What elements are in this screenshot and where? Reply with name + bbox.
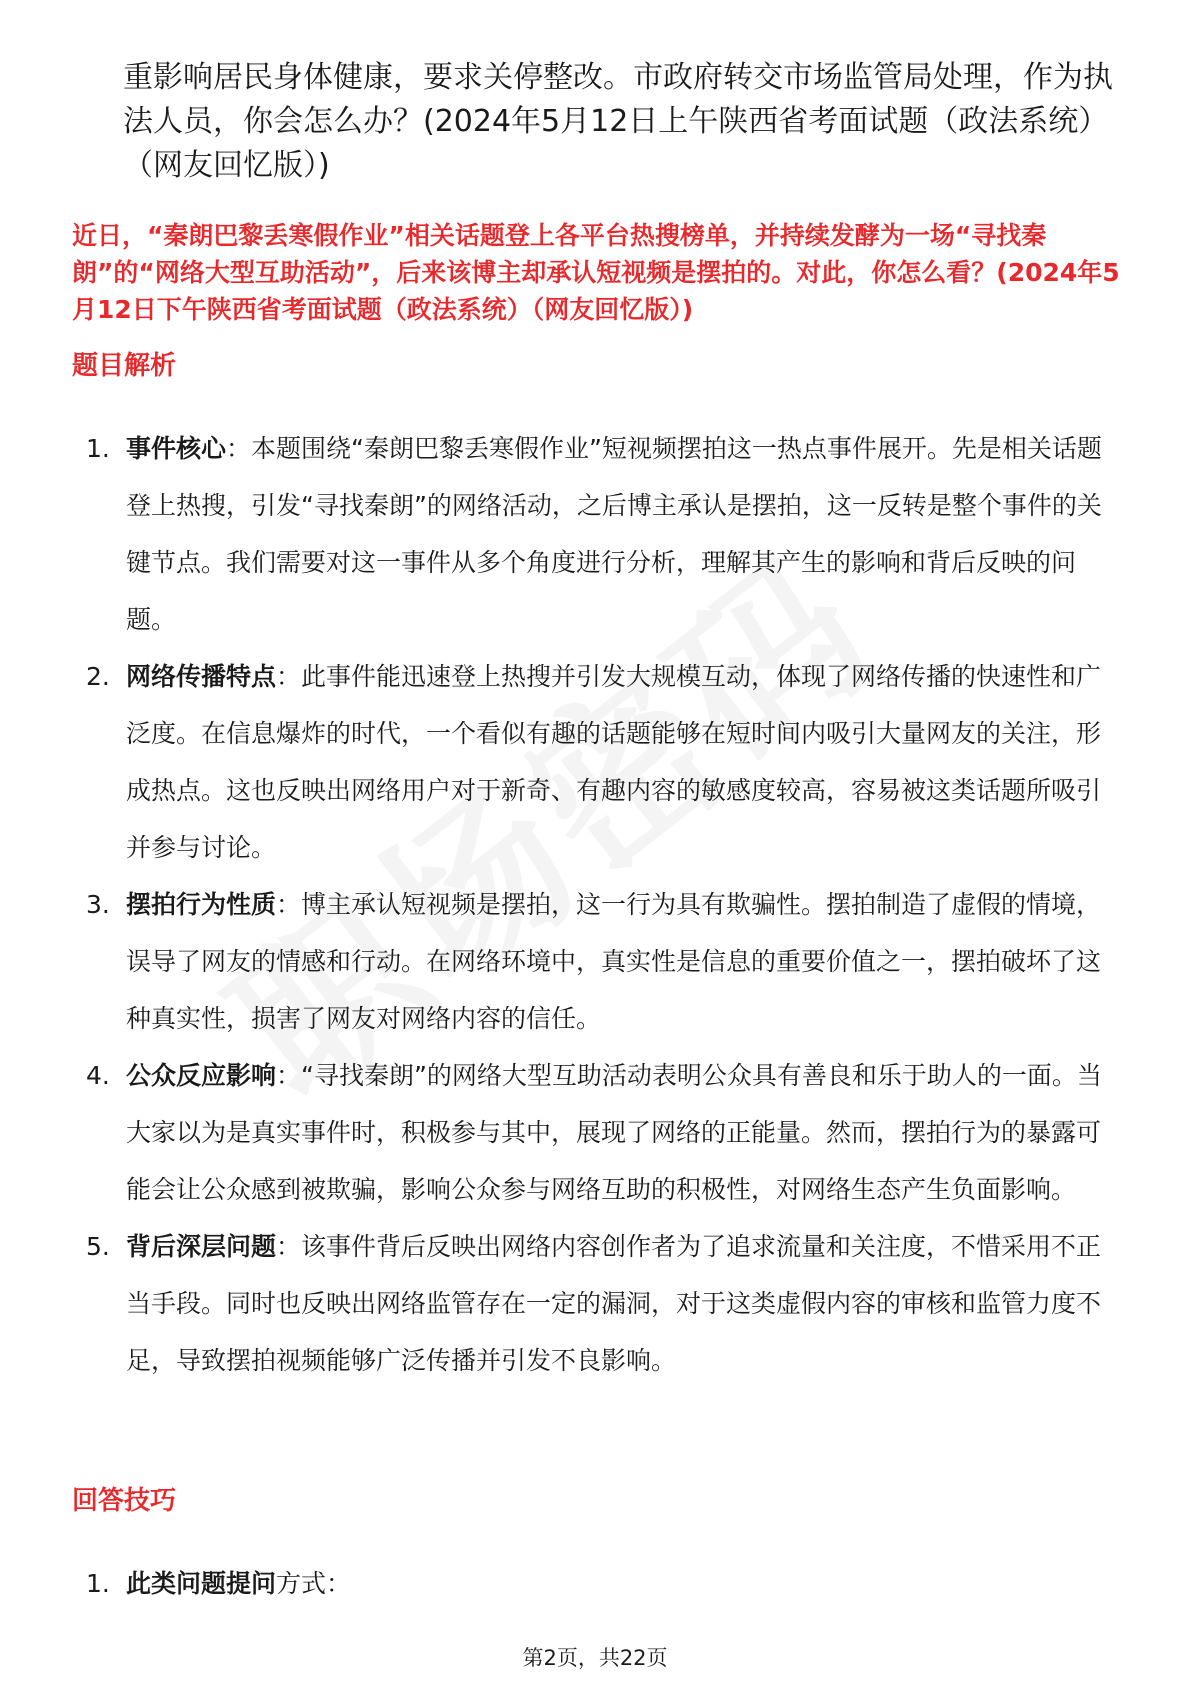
item-text: ：此事件能迅速登上热搜并引发大规模互动，体现了网络传播的快速性和广泛度。在信息爆炸的时代，一个看似有趣的话题能够在短时间内吸引大量网友的关注，形成热点。这也反映出网络用户对于新奇、有趣内容的敏感度较高，容易被这类话题所吸引并参与讨论。 — [126, 662, 1102, 862]
page-footer: 第2页，共22页 — [522, 1646, 668, 1670]
item-number: 4. — [86, 1061, 110, 1090]
item-text: ：本题围绕“秦朗巴黎丢寒假作业”短视频摆拍这一热点事件展开。先是相关话题登上热搜，引发“寻找秦朗”的网络活动，之后博主承认是摆拍，这一反转是整个事件的关键节点。我们需要对这一事件从多个角度进行分析，理解其产生的影响和背后反映的问题。 — [126, 434, 1102, 634]
item-term: 公众反应影响 — [126, 1061, 277, 1090]
list-item — [86, 1047, 1116, 1218]
item-number: 2. — [86, 662, 110, 691]
item-term: 此类问题提问 — [126, 1569, 277, 1598]
list-item — [86, 420, 1116, 648]
tips-heading: 回答技巧 — [72, 1486, 177, 1516]
list-item — [86, 876, 1116, 1047]
list-item — [86, 1218, 1116, 1389]
list-item — [86, 1555, 1116, 1612]
item-number: 1. — [86, 1569, 110, 1598]
question-text: 近日，“秦朗巴黎丢寒假作业”相关话题登上各平台热搜榜单，并持续发酵为一场“寻找秦朗”的“网络大型互助活动”，后来该博主却承认短视频是摆拍的。对此，你怎么看？(2024年5月12日下午陕西省考面试题（政法系统）（网友回忆版）) — [72, 221, 1120, 324]
item-text: ：博主承认短视频是摆拍，这一行为具有欺骗性。摆拍制造了虚假的情境，误导了网友的情感和行动。在网络环境中，真实性是信息的重要价值之一，摆拍破坏了这种真实性，损害了网友对网络内容的信任。 — [126, 890, 1102, 1033]
item-number: 3. — [86, 890, 110, 919]
analysis-heading: 题目解析 — [72, 351, 177, 381]
previous-question-text: 重影响居民身体健康，要求关停整改。市政府转交市场监管局处理，作为执法人员，你会怎么办？(2024年5月12日上午陕西省考面试题（政法系统）（网友回忆版）) — [123, 60, 1113, 183]
item-number: 1. — [86, 434, 110, 463]
item-term: 网络传播特点 — [126, 662, 277, 691]
analysis-list — [86, 420, 1116, 1389]
list-item — [86, 648, 1116, 876]
item-text: 方式： — [276, 1569, 352, 1598]
item-term: 事件核心 — [126, 434, 227, 463]
item-term: 背后深层问题 — [126, 1232, 277, 1261]
item-term: 摆拍行为性质 — [126, 890, 277, 919]
item-text: ：“寻找秦朗”的网络大型互助活动表明公众具有善良和乐于助人的一面。当大家以为是真实事件时，积极参与其中，展现了网络的正能量。然而，摆拍行为的暴露可能会让公众感到被欺骗，影响公众参与网络互助的积极性，对网络生态产生负面影响。 — [126, 1061, 1102, 1204]
item-number: 5. — [86, 1232, 110, 1261]
item-text: ：该事件背后反映出网络内容创作者为了追求流量和关注度，不惜采用不正当手段。同时也反映出网络监管存在一定的漏洞，对于这类虚假内容的审核和监管力度不足，导致摆拍视频能够广泛传播并引发不良影响。 — [126, 1232, 1102, 1375]
tips-list — [86, 1555, 1116, 1612]
